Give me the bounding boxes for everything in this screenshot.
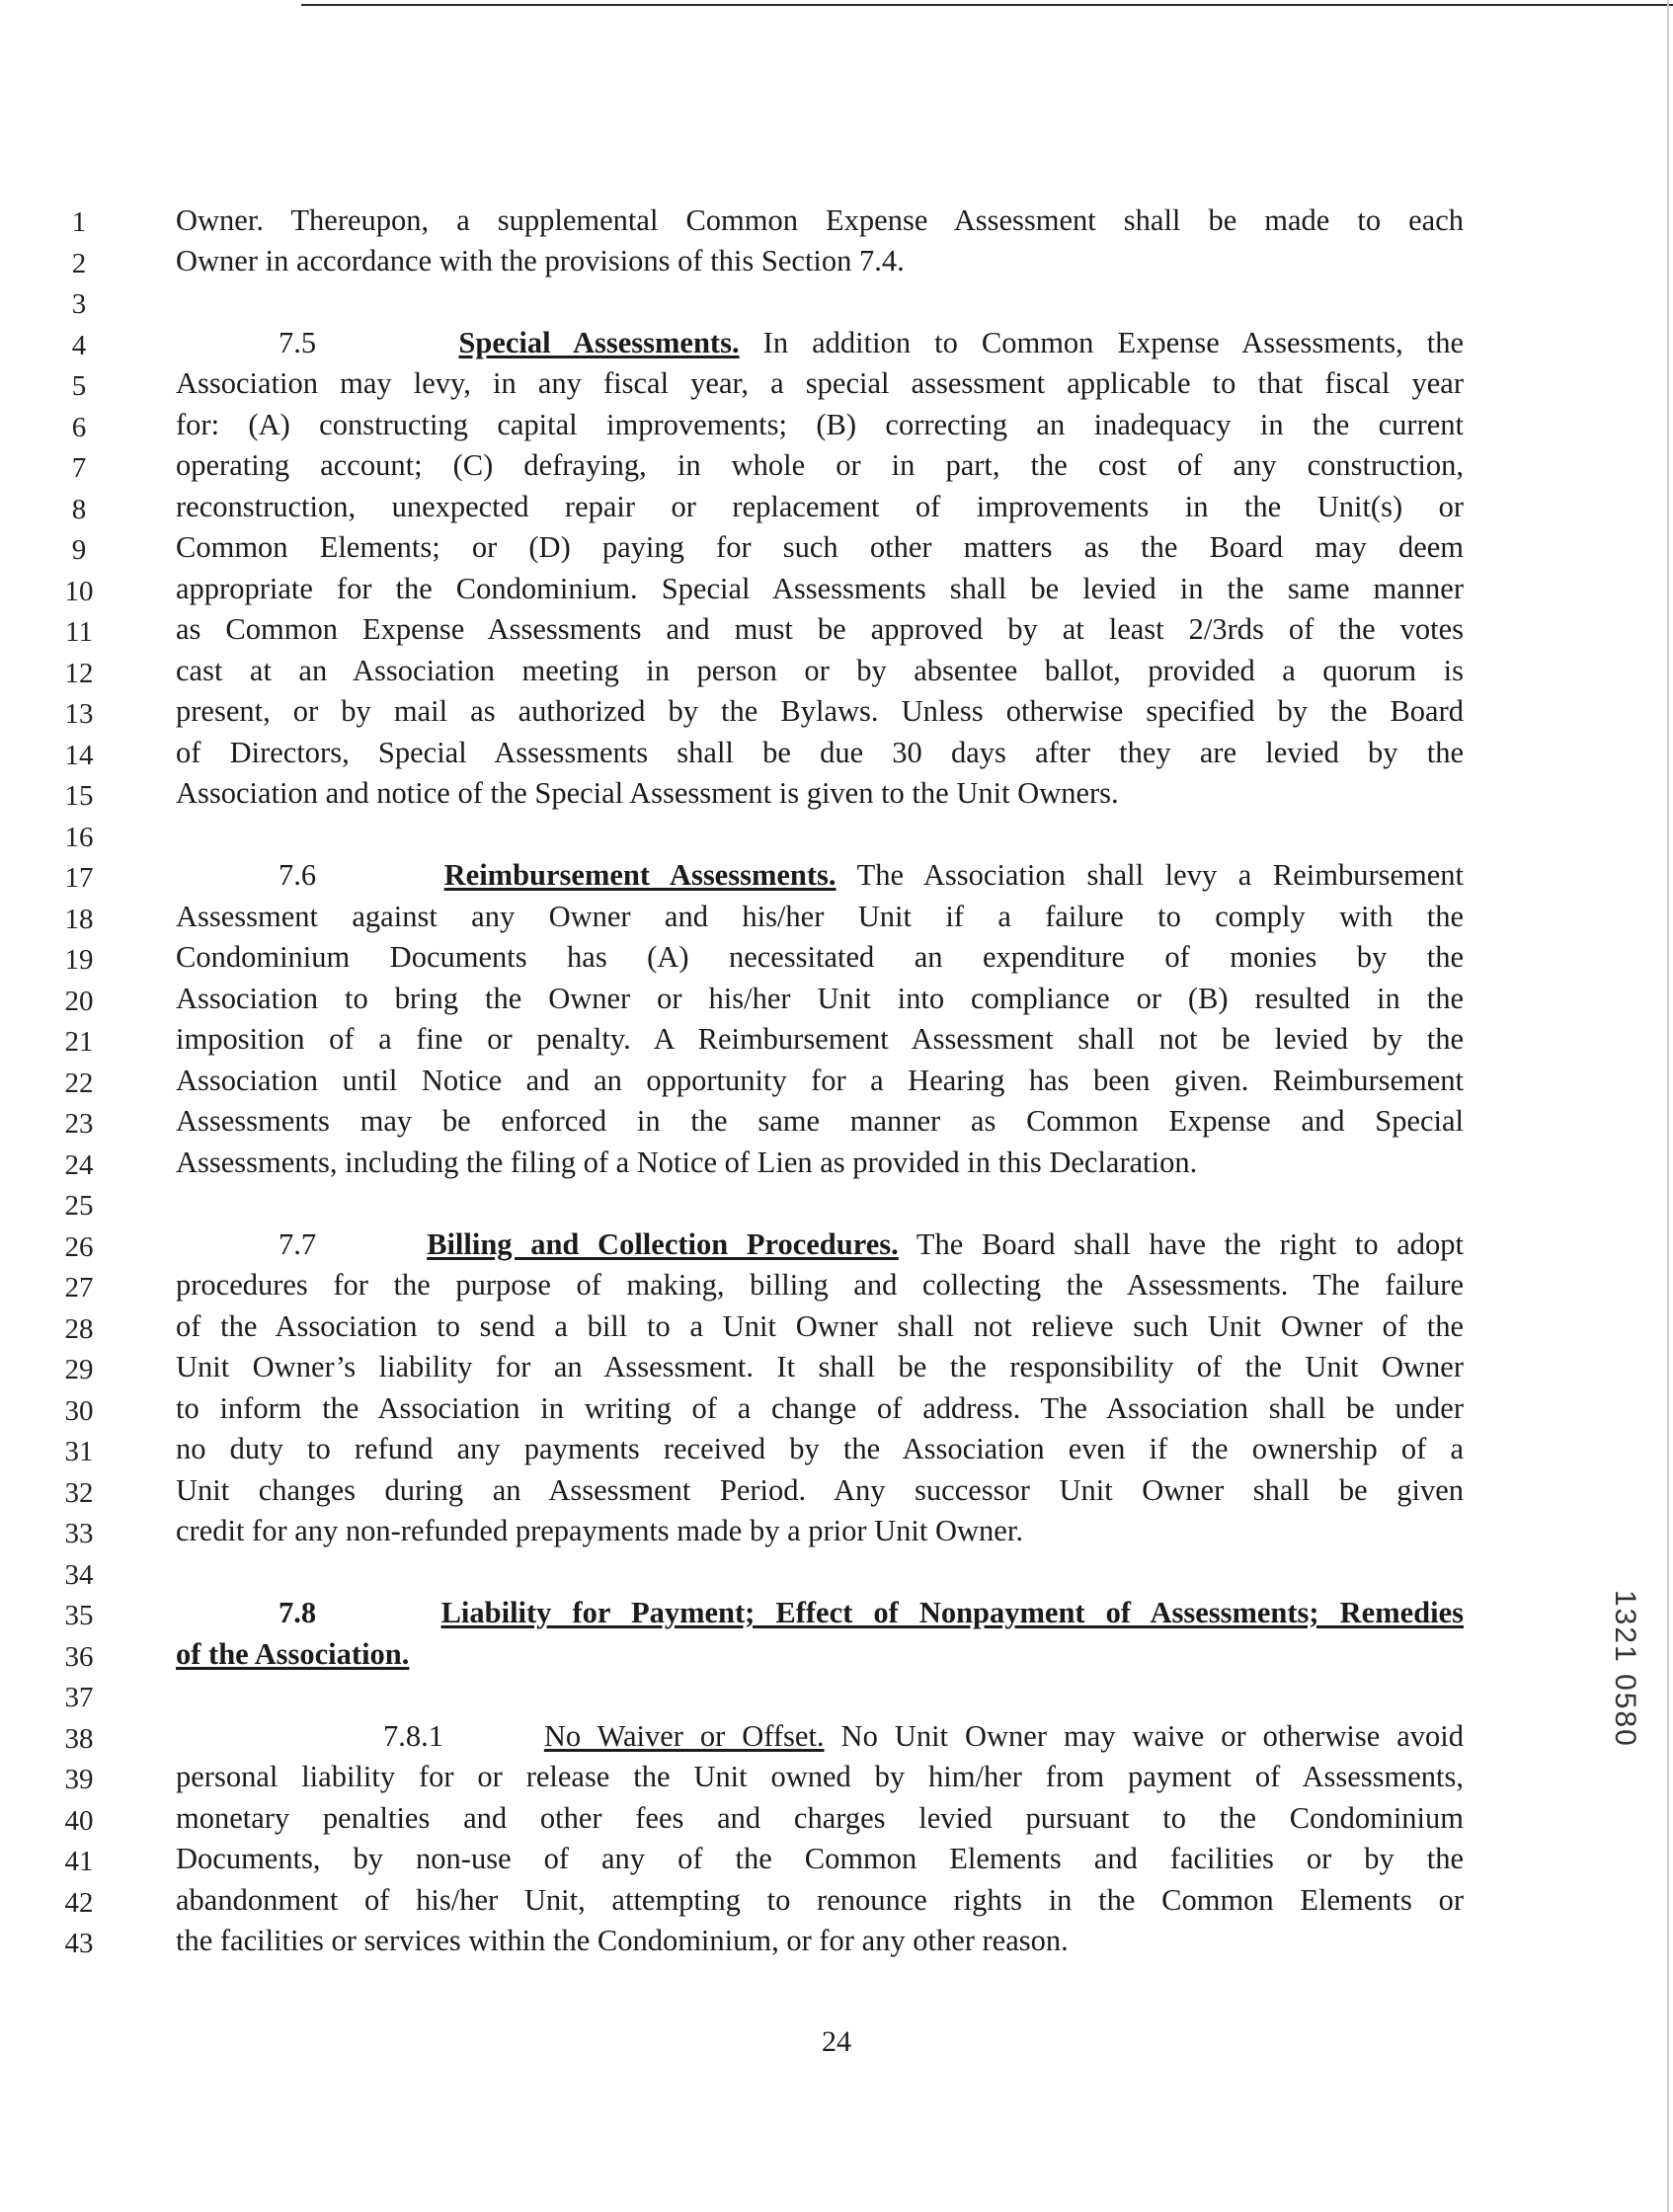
line-number: 20	[64, 986, 94, 1017]
section-7-8-heading-line2	[176, 1636, 1464, 1672]
line-number: 7	[71, 452, 87, 484]
section-7-8-heading-line1	[176, 1595, 1464, 1630]
line-number: 13	[64, 698, 94, 730]
line-number: 42	[64, 1887, 94, 1919]
line-number: 26	[64, 1231, 94, 1263]
line-number: 31	[64, 1436, 94, 1467]
body-text-line: abandonment of his/her Unit, attempting to renounce rights in the Common Elements or	[176, 1883, 1464, 1917]
body-text-line: personal liability for or release the Unit owned by him/her from payment of Assessments,	[176, 1760, 1464, 1793]
line-number: 41	[64, 1846, 94, 1877]
body-text-line: of the Association to send a bill to a Unit Owner shall not relieve such Unit Owner of the	[176, 1309, 1464, 1343]
line-number: 28	[64, 1313, 94, 1345]
section-7-5-first-line	[176, 325, 1464, 360]
line-number: 24	[64, 1149, 94, 1181]
body-text-line: imposition of a fine or penalty. A Reimbursement Assessment shall not be levied by the	[176, 1022, 1464, 1056]
line-number: 15	[64, 780, 94, 812]
section-7-8-1-number: 7.8.1	[383, 1719, 443, 1753]
line-number: 39	[64, 1764, 94, 1795]
section-7-8-1-first-line-text: No Unit Owner may waive or otherwise avoid	[840, 1719, 1464, 1753]
line-number: 35	[64, 1600, 94, 1631]
line-number: 29	[64, 1354, 94, 1385]
body-text-line: reconstruction, unexpected repair or replacement of improvements in the Unit(s) or	[176, 490, 1464, 523]
line-number: 27	[64, 1272, 94, 1304]
body-text-line: Condominium Documents has (A) necessitated an expenditure of monies by the	[176, 940, 1464, 974]
body-text-line: no duty to refund any payments received by the Association even if the ownership of a	[176, 1432, 1464, 1465]
body-text-line: present, or by mail as authorized by the Bylaws. Unless otherwise specified by the Board	[176, 694, 1464, 728]
line-number: 9	[71, 534, 87, 566]
recording-number-stamp	[1592, 1590, 1661, 1856]
line-number: 8	[71, 494, 87, 525]
body-text-line: Unit changes during an Assessment Period. Any successor Unit Owner shall be given	[176, 1473, 1464, 1507]
body-text-line: appropriate for the Condominium. Special Assessments shall be levied in the same manner	[176, 572, 1464, 605]
section-7-8-number: 7.8	[279, 1596, 317, 1629]
line-number: 23	[64, 1108, 94, 1140]
section-7-8-1-first-line	[176, 1718, 1464, 1754]
line-number: 14	[64, 740, 94, 771]
section-7-6-first-line	[176, 857, 1464, 893]
line-number: 16	[64, 822, 94, 853]
body-text-line: Assessment against any Owner and his/her Unit if a failure to comply with the	[176, 900, 1464, 933]
line-number: 33	[64, 1518, 94, 1549]
section-7-5-heading: Special Assessments.	[458, 326, 740, 359]
line-number: 1	[71, 206, 87, 238]
line-number: 32	[64, 1477, 94, 1509]
line-number: 18	[64, 904, 94, 935]
line-number: 17	[64, 862, 94, 894]
section-7-8-1-heading: No Waiver or Offset.	[543, 1719, 825, 1753]
body-text-line: of Directors, Special Assessments shall be due 30 days after they are levied by the	[176, 736, 1464, 769]
line-number: 12	[64, 658, 94, 689]
section-7-6-number: 7.6	[279, 858, 317, 892]
body-text-line: as Common Expense Assessments and must be approved by at least 2/3rds of the votes	[176, 612, 1464, 646]
line-number: 11	[65, 616, 93, 648]
section-7-6-first-line-text: The Association shall levy a Reimbursement	[856, 858, 1465, 892]
section-7-8-heading: Liability for Payment; Effect of Nonpayment of Assessments; Remedies	[440, 1596, 1465, 1629]
line-number: 10	[64, 576, 94, 607]
section-7-6-heading: Reimbursement Assessments.	[443, 858, 836, 892]
line-number: 22	[64, 1067, 94, 1099]
body-text-line: Association and notice of the Special Assessment is given to the Unit Owners.	[176, 776, 1119, 810]
line-number: 30	[64, 1395, 94, 1427]
line-number: 2	[71, 248, 87, 279]
line-number: 36	[64, 1641, 94, 1673]
body-text-line: monetary penalties and other fees and charges levied pursuant to the Condominium	[176, 1801, 1464, 1835]
body-text-line: procedures for the purpose of making, billing and collecting the Assessments. The failure	[176, 1268, 1464, 1302]
line-number: 40	[64, 1805, 94, 1837]
body-text-line: credit for any non-refunded prepayments made by a prior Unit Owner.	[176, 1514, 1023, 1547]
page-number: 24	[822, 2025, 851, 2058]
line-number: 3	[71, 288, 87, 320]
body-text-line: Association may levy, in any fiscal year, a special assessment applicable to that fiscal year	[176, 366, 1464, 400]
right-edge-rule	[1667, 0, 1669, 2212]
body-text-line: to inform the Association in writing of a change of address. The Association shall be under	[176, 1391, 1464, 1425]
body-text-line: Unit Owner’s liability for an Assessment. It shall be the responsibility of the Unit Owner	[176, 1350, 1464, 1383]
line-number: 25	[64, 1190, 94, 1222]
section-7-7-heading: Billing and Collection Procedures.	[427, 1227, 899, 1261]
line-number: 34	[64, 1559, 94, 1591]
line-number: 37	[64, 1682, 94, 1713]
line-number: 38	[64, 1723, 94, 1755]
body-text-line: Association to bring the Owner or his/her Unit into compliance or (B) resulted in the	[176, 982, 1464, 1015]
body-text-line: operating account; (C) defraying, in whole or in part, the cost of any construction,	[176, 448, 1464, 482]
body-text-line: Common Elements; or (D) paying for such other matters as the Board may deem	[176, 530, 1464, 564]
section-7-5-first-line-text: In addition to Common Expense Assessments, the	[762, 326, 1465, 359]
recording-number-text: 1321 0580	[1609, 1590, 1641, 1748]
body-text-line: Owner in accordance with the provisions of this Section 7.4.	[176, 244, 905, 277]
body-text-line: the facilities or services within the Condominium, or for any other reason.	[176, 1924, 1069, 1957]
body-text-line: Owner. Thereupon, a supplemental Common Expense Assessment shall be made to each	[176, 203, 1464, 237]
body-text-line: for: (A) constructing capital improvements; (B) correcting an inadequacy in the current	[176, 408, 1464, 441]
line-number: 4	[71, 330, 87, 361]
body-text-line: cast at an Association meeting in person or by absentee ballot, provided a quorum is	[176, 654, 1464, 687]
body-text-line: Association until Notice and an opportunity for a Hearing has been given. Reimbursement	[176, 1064, 1464, 1097]
line-number: 5	[71, 370, 87, 402]
section-7-7-number: 7.7	[279, 1227, 317, 1261]
body-text-line: Documents, by non-use of any of the Common Elements and facilities or by the	[176, 1842, 1464, 1875]
section-7-8-heading-continued: of the Association.	[176, 1637, 410, 1671]
line-number: 19	[64, 944, 94, 976]
section-7-5-number: 7.5	[279, 326, 317, 359]
body-text-line: Assessments, including the filing of a Notice of Lien as provided in this Declaration.	[176, 1146, 1198, 1179]
section-7-7-first-line	[176, 1226, 1464, 1262]
top-rule	[301, 4, 1673, 6]
section-7-7-first-line-text: The Board shall have the right to adopt	[916, 1227, 1465, 1261]
body-text-line: Assessments may be enforced in the same manner as Common Expense and Special	[176, 1104, 1464, 1138]
line-number: 6	[71, 412, 87, 443]
line-number: 21	[64, 1026, 94, 1058]
line-number: 43	[64, 1928, 94, 1959]
